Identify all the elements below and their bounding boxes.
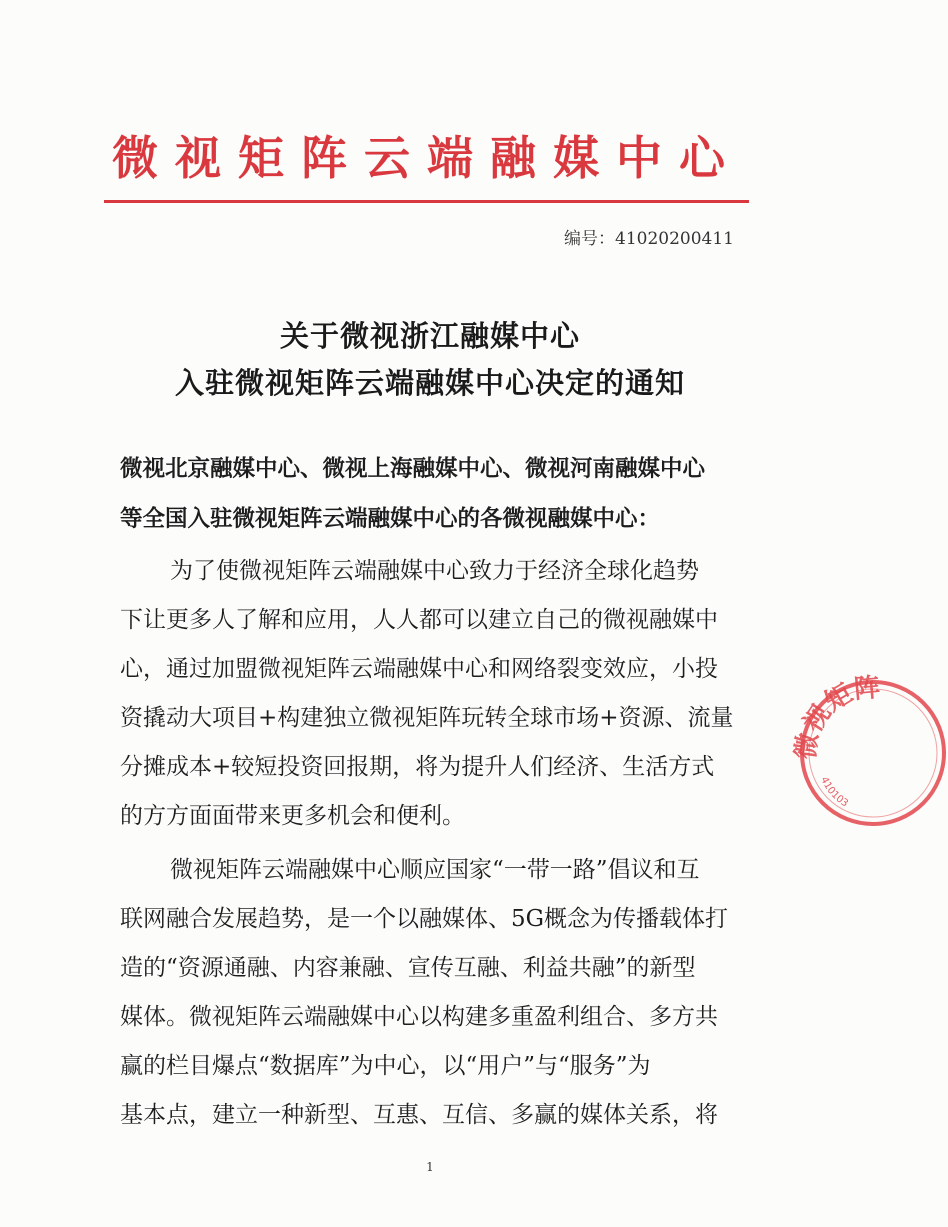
- paragraph2-line: 微视矩阵云端融媒中心顺应国家“一带一路”倡议和互: [170, 857, 700, 883]
- paragraph1-line: 的方方面面带来更多机会和便利。: [120, 803, 465, 829]
- addressee-line-2: 等全国入驻微视矩阵云端融媒中心的各微视融媒中心：: [120, 506, 661, 532]
- paragraph2-line: 基本点，建立一种新型、互惠、互信、多赢的媒体关系，将: [120, 1102, 718, 1128]
- organization-header: 微视矩阵云端融媒中心: [112, 131, 742, 185]
- paragraph2-line: 媒体。微视矩阵云端融媒中心以构建多重盈利组合、多方共: [120, 1004, 718, 1030]
- document-number: 编号：41020200411: [564, 229, 734, 249]
- paragraph2-line: 赢的栏目爆点“数据库”为中心，以“用户”与“服务”为: [120, 1053, 651, 1079]
- paragraph2-line: 造的“资源通融、内容兼融、宣传互融、利益共融”的新型: [120, 955, 696, 981]
- official-seal-stamp: [791, 672, 948, 828]
- svg-text:微视矩阵: [791, 673, 881, 761]
- paragraph1-line: 心，通过加盟微视矩阵云端融媒中心和网络裂变效应，小投: [120, 656, 718, 682]
- seal-number: 410103: [818, 775, 850, 810]
- header-red-rule: [104, 200, 749, 203]
- paragraph2-line: 联网融合发展趋势，是一个以融媒体、5G概念为传播载体打: [120, 906, 729, 932]
- notice-title-line-2: 入驻微视矩阵云端融媒中心决定的通知: [174, 366, 685, 400]
- page-number: 1: [426, 1160, 434, 1174]
- addressee-line-1: 微视北京融媒中心、微视上海融媒中心、微视河南融媒中心: [120, 456, 706, 482]
- notice-title-line-1: 关于微视浙江融媒中心: [279, 319, 580, 353]
- paragraph1-line: 为了使微视矩阵云端融媒中心致力于经济全球化趋势: [170, 558, 699, 584]
- paragraph1-line: 下让更多人了解和应用，人人都可以建立自己的微视融媒中: [120, 607, 718, 633]
- paragraph1-line: 分摊成本+较短投资回报期，将为提升人们经济、生活方式: [120, 754, 715, 780]
- paragraph1-line: 资撬动大项目+构建独立微视矩阵玩转全球市场+资源、流量: [120, 705, 734, 731]
- seal-text: 微视矩阵: [791, 672, 882, 761]
